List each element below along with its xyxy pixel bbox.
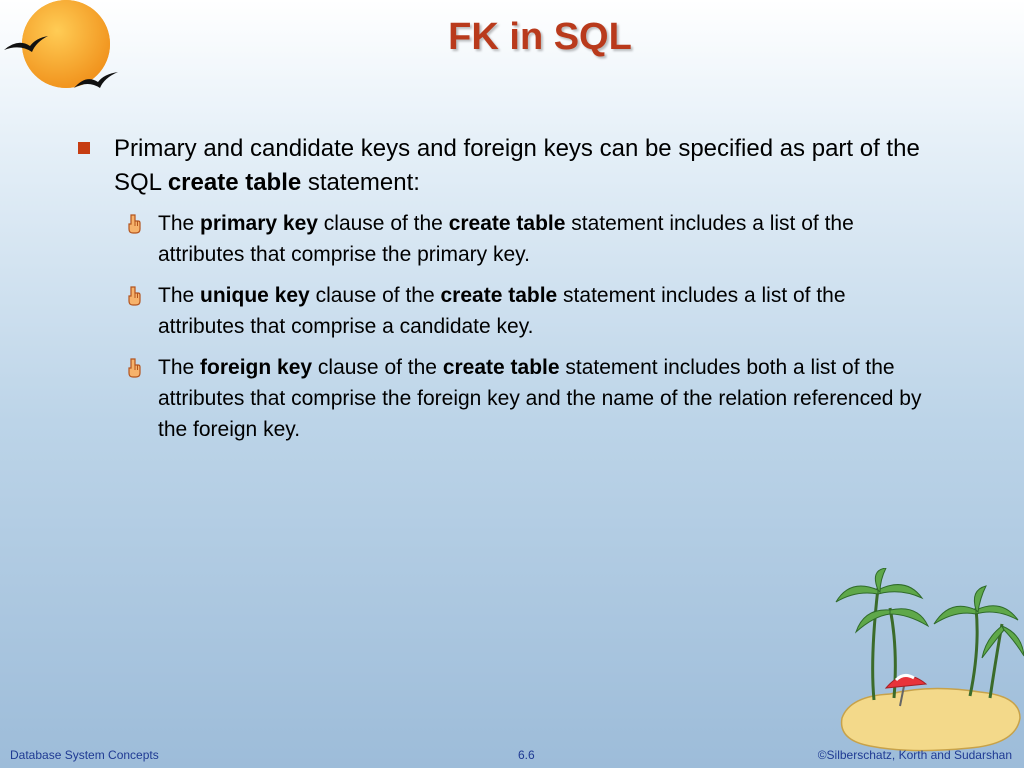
sub-bold: primary key [200, 212, 318, 235]
page-title: FK in SQL [448, 16, 632, 58]
square-bullet-icon [78, 142, 90, 154]
sub-text: statement includes both a list of the attributes that comprise the foreign key and the name of the relation referenced by the foreign key. [158, 356, 922, 441]
bullet-bold: create table [167, 169, 302, 196]
footer-slide-number: 6.6 [518, 748, 535, 762]
sub-bullet-item [126, 352, 928, 445]
hand-pointer-icon [126, 286, 142, 306]
sub-bold: create table [448, 212, 566, 235]
sub-bullet-item [126, 208, 928, 270]
sub-text: clause of the [312, 356, 443, 379]
sub-bold: foreign key [200, 356, 313, 379]
sub-text: clause of the [309, 284, 441, 307]
sub-bold: unique key [200, 284, 310, 307]
sub-text: The [158, 356, 201, 379]
sub-text: The [158, 212, 201, 235]
footer-course-title: Database System Concepts [10, 748, 159, 762]
sub-bullet-list [126, 208, 948, 445]
hand-pointer-icon [126, 214, 142, 234]
bullet-text-end: statement: [301, 169, 420, 196]
sub-bold: create table [442, 356, 560, 379]
sub-text: statement includes a list of the attributes that comprise the primary key. [158, 212, 854, 266]
slide-content [78, 132, 948, 455]
palm-island-icon [830, 568, 1024, 752]
bullet-text: Primary and candidate keys and foreign keys can be specified as part of the SQL [114, 135, 920, 196]
sub-text: clause of the [317, 212, 449, 235]
sub-bullet-item [126, 280, 928, 342]
footer-copyright: ©Silberschatz, Korth and Sudarshan [817, 748, 1012, 762]
sub-bold: create table [440, 284, 558, 307]
sub-text: statement includes a list of the attributes that comprise a candidate key. [158, 284, 846, 338]
bullet-item [78, 132, 948, 200]
hand-pointer-icon [126, 358, 142, 378]
sub-text: The [158, 284, 201, 307]
